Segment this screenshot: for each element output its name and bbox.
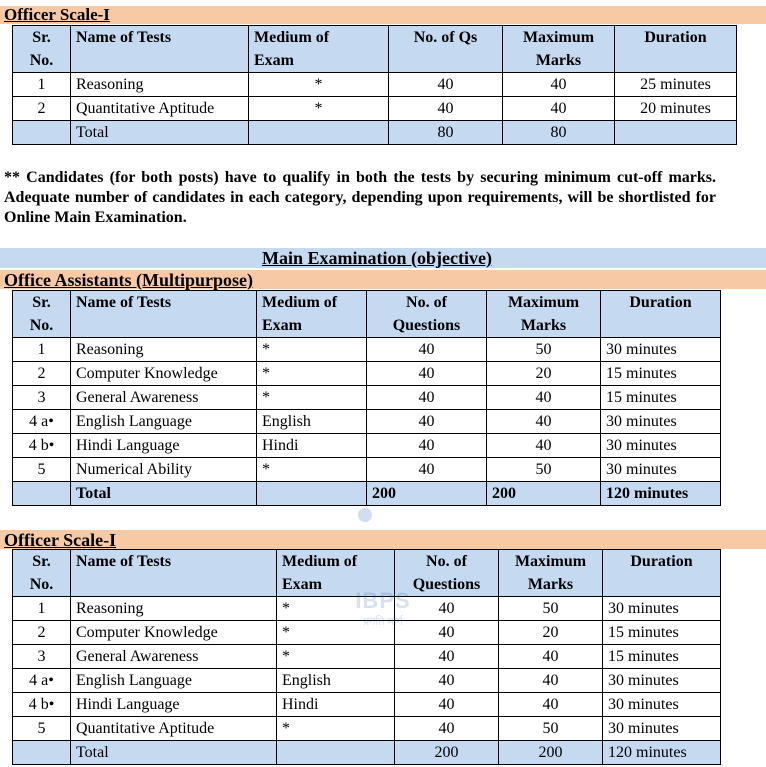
cell-medium: *	[277, 621, 395, 645]
section-heading-officer-scale-1: Officer Scale-I	[4, 5, 110, 24]
table-row	[13, 338, 721, 362]
cell-questions: 40	[389, 73, 503, 97]
table-row	[13, 386, 721, 410]
cell-questions: 40	[395, 645, 499, 669]
cell-questions: 40	[367, 362, 487, 386]
cell-sr: 2	[13, 621, 71, 645]
cell-test: Quantitative Aptitude	[71, 97, 249, 121]
col-header-marks: Maximum Marks	[503, 26, 615, 73]
cell-sr: 1	[13, 338, 71, 362]
cell-medium: English	[277, 669, 395, 693]
cell-medium: *	[257, 338, 367, 362]
watermark-tagline: प्रगति मार्ग	[363, 616, 403, 628]
table-row	[13, 434, 721, 458]
cell-questions: 40	[395, 621, 499, 645]
cell-marks: 40	[503, 73, 615, 97]
cell-duration: 30 minutes	[601, 434, 721, 458]
cell-marks: 20	[487, 362, 601, 386]
col-header-medium: Medium of Exam	[277, 550, 395, 597]
qualification-note: ** Candidates (for both posts) have to qualify in both the tests by securing minimum cut-off marks. Adequate number of candidates in each category, depending upon requirements, will be shortlisted for Online Main Examination.	[4, 169, 716, 226]
cell-duration: 30 minutes	[603, 597, 721, 621]
col-header-name: Name of Tests	[71, 550, 277, 597]
table-header-row	[13, 291, 721, 338]
cell-questions: 40	[367, 338, 487, 362]
cell-medium: Hindi	[277, 693, 395, 717]
col-header-sr-no: Sr. No.	[13, 550, 71, 597]
cell-marks: 50	[499, 717, 603, 741]
cell-marks: 50	[487, 458, 601, 482]
section-band-officer-scale-1	[0, 6, 766, 24]
table-row	[13, 458, 721, 482]
cell-marks: 200	[499, 741, 603, 765]
cell-test: English Language	[71, 669, 277, 693]
cell-marks: 40	[503, 97, 615, 121]
table-row	[13, 669, 721, 693]
cell-medium: English	[257, 410, 367, 434]
cell-test: General Awareness	[71, 386, 257, 410]
cell-test: English Language	[71, 410, 257, 434]
cell-total-label: Total	[71, 741, 277, 765]
cell-duration: 30 minutes	[603, 717, 721, 741]
cell-test: Quantitative Aptitude	[71, 717, 277, 741]
cell-marks: 40	[487, 434, 601, 458]
col-header-marks: Maximum Marks	[487, 291, 601, 338]
cell-test: Hindi Language	[71, 434, 257, 458]
table-row	[13, 410, 721, 434]
cell-duration: 25 minutes	[615, 73, 737, 97]
cell-questions: 40	[389, 97, 503, 121]
col-header-duration: Duration	[601, 291, 721, 338]
table-header-row	[13, 26, 737, 73]
cell-test: Reasoning	[71, 73, 249, 97]
col-header-questions: No. of Questions	[395, 550, 499, 597]
table-total-row	[13, 741, 721, 765]
cell-questions: 40	[367, 458, 487, 482]
prelim-officer-table	[12, 25, 737, 145]
cell-sr: 3	[13, 645, 71, 669]
col-header-questions: No. of Questions	[367, 291, 487, 338]
col-header-duration: Duration	[615, 26, 737, 73]
cell-questions: 40	[395, 669, 499, 693]
cell-duration: 30 minutes	[601, 410, 721, 434]
cell-medium: *	[277, 597, 395, 621]
section-heading-officer-scale-1-main: Officer Scale-I	[4, 530, 117, 550]
col-header-sr-no: Sr. No.	[13, 26, 71, 73]
cell-marks: 40	[487, 410, 601, 434]
cell-questions: 40	[367, 386, 487, 410]
cell-medium: *	[257, 458, 367, 482]
cell-questions: 40	[367, 434, 487, 458]
cell-duration: 30 minutes	[601, 338, 721, 362]
cell-marks: 40	[499, 693, 603, 717]
col-header-questions: No. of Qs	[389, 26, 503, 73]
cell-marks: 50	[487, 338, 601, 362]
col-header-sr-no: Sr. No.	[13, 291, 71, 338]
table-row	[13, 717, 721, 741]
cell-duration: 120 minutes	[601, 482, 721, 506]
cell-duration: 30 minutes	[601, 458, 721, 482]
cell-sr: 2	[13, 97, 71, 121]
cell-test: Numerical Ability	[71, 458, 257, 482]
cell-duration: 15 minutes	[603, 645, 721, 669]
cell-duration: 15 minutes	[603, 621, 721, 645]
cell-marks: 50	[499, 597, 603, 621]
cell-questions: 40	[395, 597, 499, 621]
cell-questions: 40	[395, 693, 499, 717]
cell-sr: 3	[13, 386, 71, 410]
cell-duration: 15 minutes	[601, 386, 721, 410]
cell-sr: 5	[13, 458, 71, 482]
table-row	[13, 73, 737, 97]
cell-duration: 30 minutes	[603, 693, 721, 717]
cell-marks: 40	[499, 645, 603, 669]
table-row	[13, 97, 737, 121]
cell-medium	[249, 121, 389, 145]
cell-total-marks: 80	[503, 121, 615, 145]
col-header-name: Name of Tests	[71, 26, 249, 73]
col-header-marks: Maximum Marks	[499, 550, 603, 597]
cell-questions: 40	[367, 410, 487, 434]
col-header-name: Name of Tests	[71, 291, 257, 338]
cell-duration: 15 minutes	[601, 362, 721, 386]
cell-sr	[13, 482, 71, 506]
cell-sr: 4 b•	[13, 693, 71, 717]
cell-sr	[13, 741, 71, 765]
col-header-duration: Duration	[603, 550, 721, 597]
cell-medium	[257, 482, 367, 506]
cell-test: Hindi Language	[71, 693, 277, 717]
cell-test: Reasoning	[71, 597, 277, 621]
cell-medium: *	[277, 645, 395, 669]
cell-test: Computer Knowledge	[71, 362, 257, 386]
cell-medium: Hindi	[257, 434, 367, 458]
cell-sr: 4 a•	[13, 669, 71, 693]
cell-total-label: Total	[71, 121, 249, 145]
cell-duration	[615, 121, 737, 145]
cell-medium: *	[277, 717, 395, 741]
col-header-medium: Medium of Exam	[249, 26, 389, 73]
cell-marks: 20	[499, 621, 603, 645]
cell-medium: *	[249, 73, 389, 97]
cell-medium: *	[257, 362, 367, 386]
cell-questions: 200	[367, 482, 487, 506]
table-total-row	[13, 482, 721, 506]
watermark-dot	[358, 508, 372, 522]
cell-duration: 20 minutes	[615, 97, 737, 121]
cell-sr: 1	[13, 597, 71, 621]
main-office-assistants-table	[12, 290, 721, 506]
cell-medium	[277, 741, 395, 765]
cell-medium: *	[249, 97, 389, 121]
col-header-medium: Medium of Exam	[257, 291, 367, 338]
cell-questions: 200	[395, 741, 499, 765]
watermark-logo: IBPS	[355, 588, 411, 613]
cell-marks: 40	[487, 386, 601, 410]
cell-sr: 2	[13, 362, 71, 386]
cell-sr: 1	[13, 73, 71, 97]
cell-sr: 4 a•	[13, 410, 71, 434]
cell-test: General Awareness	[71, 645, 277, 669]
table-total-row	[13, 121, 737, 145]
cell-questions: 40	[395, 717, 499, 741]
section-heading-office-assistants: Office Assistants (Multipurpose)	[4, 270, 253, 290]
cell-marks: 200	[487, 482, 601, 506]
cell-medium: *	[257, 386, 367, 410]
cell-sr: 4 b•	[13, 434, 71, 458]
cell-duration: 30 minutes	[603, 669, 721, 693]
cell-sr: 5	[13, 717, 71, 741]
cell-total-questions: 80	[389, 121, 503, 145]
cell-test: Reasoning	[71, 338, 257, 362]
cell-sr	[13, 121, 71, 145]
cell-duration: 120 minutes	[603, 741, 721, 765]
table-row	[13, 362, 721, 386]
main-exam-title: Main Examination (objective)	[262, 248, 492, 268]
cell-total-label: Total	[71, 482, 257, 506]
cell-marks: 40	[499, 669, 603, 693]
table-row	[13, 693, 721, 717]
ibps-watermark	[338, 588, 428, 668]
cell-test: Computer Knowledge	[71, 621, 277, 645]
